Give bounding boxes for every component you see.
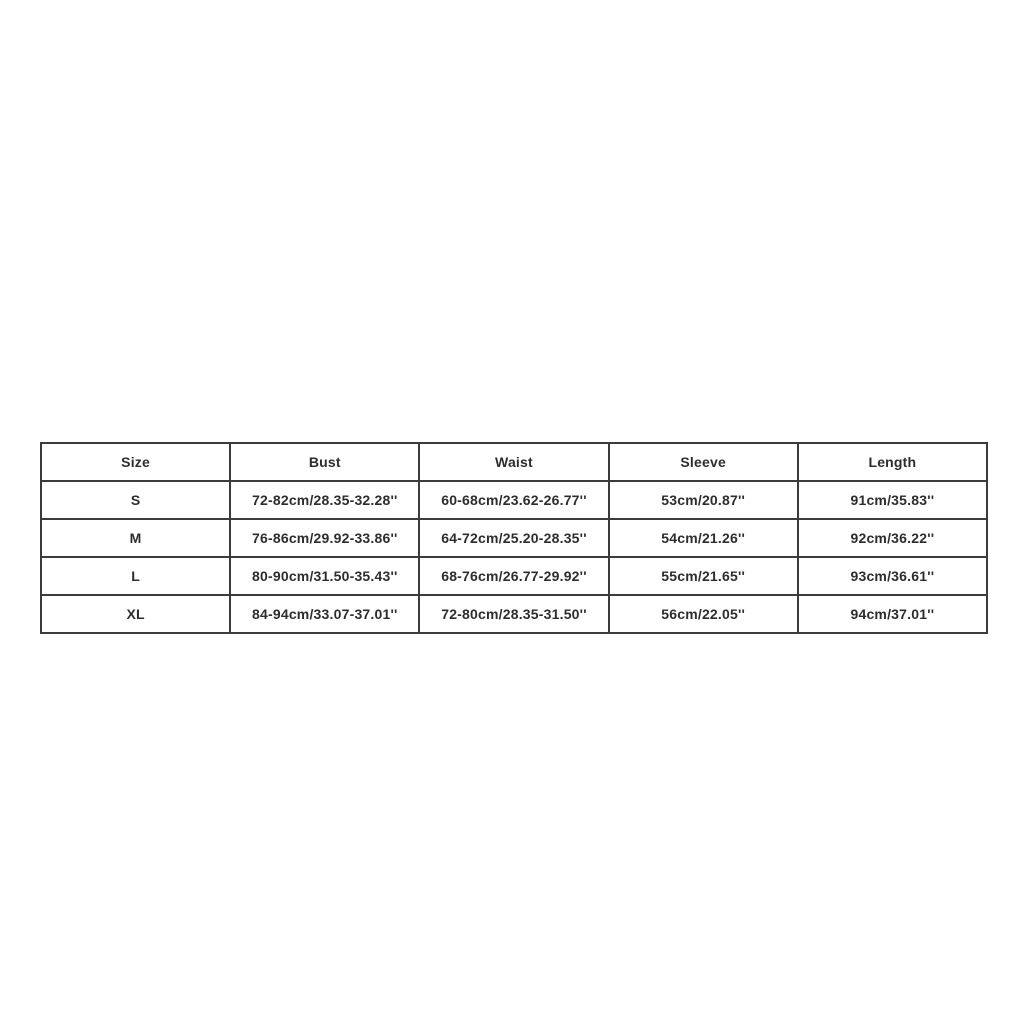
header-row xyxy=(41,443,987,481)
cell-waist: 64-72cm/25.20-28.35'' xyxy=(419,519,608,557)
table-row-m xyxy=(41,519,987,557)
cell-size: L xyxy=(41,557,230,595)
cell-bust: 80-90cm/31.50-35.43'' xyxy=(230,557,419,595)
column-header-sleeve: Sleeve xyxy=(609,443,798,481)
cell-bust: 72-82cm/28.35-32.28'' xyxy=(230,481,419,519)
cell-waist: 72-80cm/28.35-31.50'' xyxy=(419,595,608,633)
cell-size: M xyxy=(41,519,230,557)
cell-sleeve: 55cm/21.65'' xyxy=(609,557,798,595)
column-header-size: Size xyxy=(41,443,230,481)
size-chart-body xyxy=(41,481,987,633)
column-header-length: Length xyxy=(798,443,987,481)
cell-bust: 76-86cm/29.92-33.86'' xyxy=(230,519,419,557)
cell-sleeve: 56cm/22.05'' xyxy=(609,595,798,633)
table-row-s xyxy=(41,481,987,519)
cell-size: XL xyxy=(41,595,230,633)
cell-bust: 84-94cm/33.07-37.01'' xyxy=(230,595,419,633)
column-header-waist: Waist xyxy=(419,443,608,481)
size-chart-table xyxy=(40,442,988,634)
cell-length: 91cm/35.83'' xyxy=(798,481,987,519)
cell-length: 94cm/37.01'' xyxy=(798,595,987,633)
cell-length: 92cm/36.22'' xyxy=(798,519,987,557)
cell-sleeve: 53cm/20.87'' xyxy=(609,481,798,519)
cell-waist: 68-76cm/26.77-29.92'' xyxy=(419,557,608,595)
column-header-bust: Bust xyxy=(230,443,419,481)
table-row-xl xyxy=(41,595,987,633)
table-row-l xyxy=(41,557,987,595)
size-chart xyxy=(40,442,988,634)
size-chart-header xyxy=(41,443,987,481)
cell-size: S xyxy=(41,481,230,519)
cell-waist: 60-68cm/23.62-26.77'' xyxy=(419,481,608,519)
cell-sleeve: 54cm/21.26'' xyxy=(609,519,798,557)
cell-length: 93cm/36.61'' xyxy=(798,557,987,595)
